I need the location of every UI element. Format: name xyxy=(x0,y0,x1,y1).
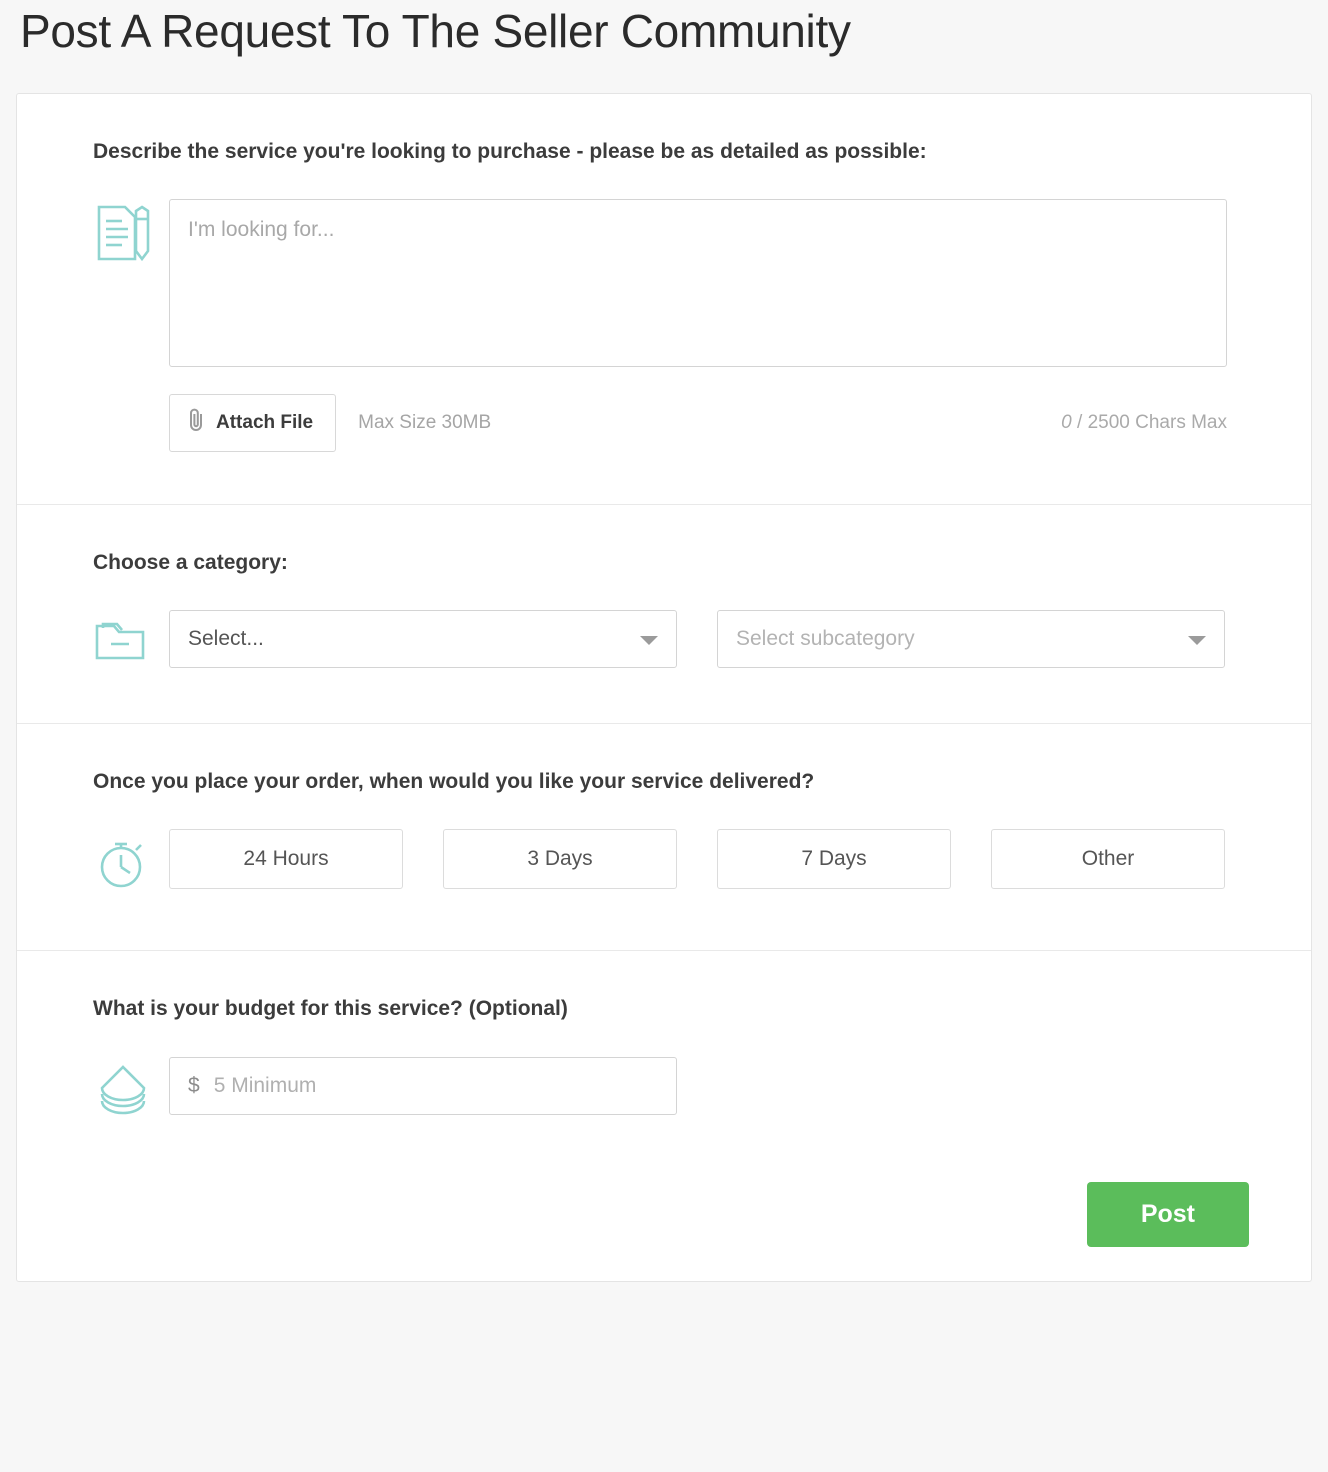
describe-controls-row xyxy=(169,394,1227,452)
describe-textarea[interactable] xyxy=(169,199,1227,367)
delivery-section xyxy=(17,724,1311,951)
describe-icon-col xyxy=(77,199,169,268)
delivery-label: Once you place your order, when would you like your service delivered? xyxy=(93,770,815,794)
request-form-card xyxy=(16,93,1312,1282)
category-select[interactable] xyxy=(169,610,677,668)
page-title: Post A Request To The Seller Community xyxy=(20,5,851,57)
delivery-option-24-hours[interactable]: 24 Hours xyxy=(169,829,403,889)
budget-label: What is your budget for this service? (Optional) xyxy=(93,997,568,1021)
describe-label: Describe the service you're looking to purchase - please be as detailed as possible: xyxy=(93,139,927,163)
budget-input[interactable] xyxy=(169,1057,677,1115)
budget-placeholder: 5 Minimum xyxy=(213,1073,317,1097)
budget-field-col xyxy=(169,1057,1251,1115)
max-size-text: Max Size 30MB xyxy=(358,411,492,433)
post-button[interactable]: Post xyxy=(1087,1182,1249,1247)
coins-icon xyxy=(94,1061,152,1124)
chevron-down-icon xyxy=(640,636,658,645)
category-field-col xyxy=(169,610,1251,668)
form-footer xyxy=(77,1172,1251,1251)
chars-count: 0 xyxy=(1061,411,1072,433)
category-selects xyxy=(169,610,1251,668)
delivery-options xyxy=(169,829,1251,889)
subcategory-select[interactable] xyxy=(717,610,1225,668)
describe-row xyxy=(77,199,1251,452)
budget-row xyxy=(77,1057,1251,1124)
delivery-field-col xyxy=(169,829,1251,889)
stopwatch-icon xyxy=(93,833,153,898)
budget-section xyxy=(17,951,1311,1280)
category-select-value: Select... xyxy=(188,627,264,651)
delivery-icon-col xyxy=(77,829,169,898)
folder-icon xyxy=(93,614,153,671)
category-row xyxy=(77,610,1251,671)
category-icon-col xyxy=(77,610,169,671)
category-section xyxy=(17,505,1311,724)
budget-icon-col xyxy=(77,1057,169,1124)
chevron-down-icon xyxy=(1188,636,1206,645)
delivery-row xyxy=(77,829,1251,898)
attach-file-button[interactable] xyxy=(169,394,336,452)
page-container xyxy=(0,6,1328,1282)
category-label: Choose a category: xyxy=(93,550,288,574)
describe-field-col xyxy=(169,199,1251,452)
delivery-option-other[interactable]: Other xyxy=(991,829,1225,889)
chars-counter xyxy=(1061,412,1227,434)
paperclip-icon xyxy=(186,407,206,439)
subcategory-select-value: Select subcategory xyxy=(736,627,915,651)
chars-suffix: / 2500 Chars Max xyxy=(1071,411,1227,433)
document-pen-icon xyxy=(95,203,151,268)
currency-symbol: $ xyxy=(188,1073,200,1097)
attach-file-label: Attach File xyxy=(216,411,314,433)
delivery-option-3-days[interactable]: 3 Days xyxy=(443,829,677,889)
delivery-option-7-days[interactable]: 7 Days xyxy=(717,829,951,889)
describe-section xyxy=(17,94,1311,505)
